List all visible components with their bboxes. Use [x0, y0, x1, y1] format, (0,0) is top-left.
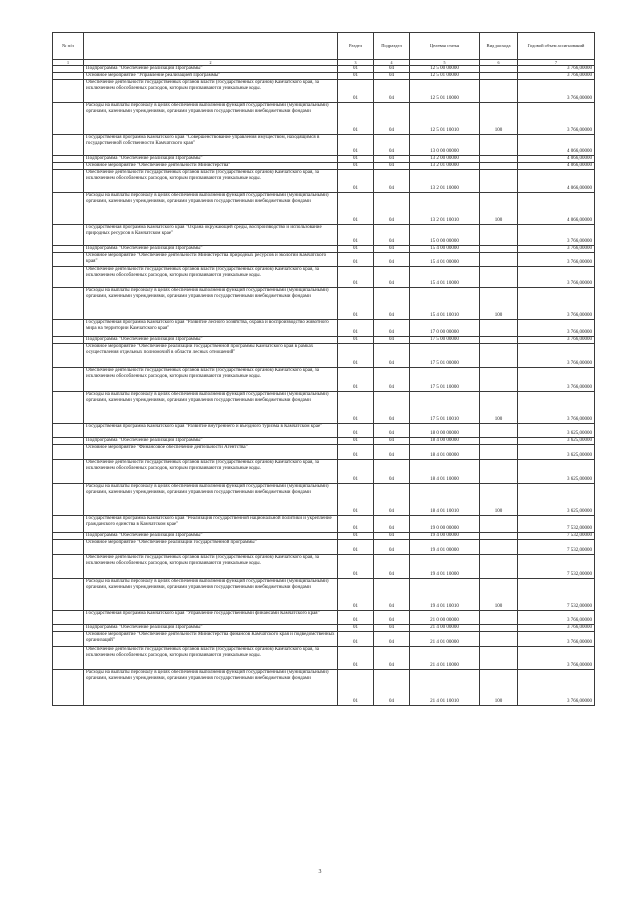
row-subsection: 04 [374, 579, 410, 611]
row-target-article: 19 4 00 00000 [410, 533, 480, 540]
row-amount: 3 766,00000 [518, 344, 595, 368]
row-target-article: 12 5 01 10000 [410, 80, 480, 103]
row-amount: 3 766,00000 [518, 392, 595, 424]
row-number [53, 611, 84, 625]
table-row [53, 460, 595, 484]
row-name: Основное мероприятие "Управление реализацией Программы" [84, 73, 338, 80]
row-subsection: 04 [374, 368, 410, 392]
row-expense-type [480, 445, 518, 460]
row-name: Государственная программа Камчатского края "Совершенствование управления имуществом, находящимся в государственной собственности Камчатского края" [84, 135, 338, 156]
row-amount: 3 766,00000 [518, 368, 595, 392]
header-section: Раздел [338, 33, 374, 60]
row-name: Основное мероприятие "Финансовое обеспечение деятельности Агентства" [84, 445, 338, 460]
row-name: Расходы на выплаты персоналу в целях обеспечения выполнения функций государственными (муниципальными) органами, казенными учреждениями, органами управления государственными внебюджетными фондами [84, 392, 338, 424]
table-row [53, 632, 595, 647]
table-header-row [53, 33, 595, 60]
row-section: 01 [338, 253, 374, 267]
row-target-article: 12 5 01 00000 [410, 73, 480, 80]
budget-allocation-table [52, 32, 595, 706]
row-number [53, 288, 84, 320]
row-number [53, 337, 84, 344]
row-name: Государственная программа Камчатского края "Управление государственными финансами Камчатского края" [84, 611, 338, 625]
row-expense-type: 100 [480, 670, 518, 706]
table-row [53, 533, 595, 540]
table-row [53, 156, 595, 163]
column-number: 5 [410, 60, 480, 66]
column-number: 1 [53, 60, 84, 66]
table-row [53, 611, 595, 625]
row-section: 01 [338, 647, 374, 670]
table-row [53, 392, 595, 424]
row-section: 01 [338, 156, 374, 163]
row-number [53, 625, 84, 632]
row-expense-type [480, 73, 518, 80]
row-subsection: 04 [374, 611, 410, 625]
row-target-article: 21 4 01 10000 [410, 647, 480, 670]
row-subsection: 04 [374, 424, 410, 438]
row-subsection: 04 [374, 156, 410, 163]
row-amount: 3 766,00000 [518, 625, 595, 632]
row-name: Государственная программа Камчатского края "Охрана окружающей среды, воспроизводство и использование природных ресурсов в Камчатском крае" [84, 225, 338, 246]
row-target-article: 13 0 00 00000 [410, 135, 480, 156]
row-expense-type [480, 533, 518, 540]
row-subsection: 04 [374, 288, 410, 320]
row-name: Подпрограмма "Обеспечение реализации Программы" [84, 438, 338, 445]
row-number [53, 80, 84, 103]
column-number: 6 [480, 60, 518, 66]
row-section: 01 [338, 392, 374, 424]
row-subsection: 04 [374, 555, 410, 579]
row-target-article: 21 4 01 00000 [410, 632, 480, 647]
row-amount: 3 625,00000 [518, 438, 595, 445]
row-amount: 3 625,00000 [518, 424, 595, 438]
row-target-article: 17 5 01 10000 [410, 368, 480, 392]
table-row [53, 246, 595, 253]
row-number [53, 540, 84, 555]
row-target-article: 15 4 01 10010 [410, 288, 480, 320]
row-expense-type [480, 516, 518, 533]
row-section: 01 [338, 484, 374, 516]
row-expense-type: 100 [480, 484, 518, 516]
row-section: 01 [338, 555, 374, 579]
row-expense-type [480, 170, 518, 193]
table-row [53, 438, 595, 445]
row-number [53, 246, 84, 253]
row-name: Обеспечение деятельности государственных органов власти (государственных органов) Камчатского края, за исключением обособленных расходов, которым присваиваются уникальные коды. [84, 368, 338, 392]
row-subsection: 04 [374, 445, 410, 460]
row-amount: 7 532,00000 [518, 516, 595, 533]
row-expense-type [480, 163, 518, 170]
row-subsection: 04 [374, 253, 410, 267]
table-row [53, 555, 595, 579]
row-number [53, 632, 84, 647]
row-number [53, 170, 84, 193]
row-amount: 4 066,00000 [518, 156, 595, 163]
table-row [53, 253, 595, 267]
row-section: 01 [338, 344, 374, 368]
row-section: 01 [338, 246, 374, 253]
row-amount: 3 766,00000 [518, 337, 595, 344]
table-row [53, 320, 595, 337]
row-expense-type [480, 647, 518, 670]
row-subsection: 04 [374, 337, 410, 344]
row-expense-type: 100 [480, 288, 518, 320]
row-number [53, 267, 84, 288]
row-subsection: 04 [374, 460, 410, 484]
row-number [53, 253, 84, 267]
row-section: 01 [338, 337, 374, 344]
row-expense-type [480, 344, 518, 368]
row-name: Обеспечение деятельности государственных органов власти (государственных органов) Камчатского края, за исключением обособленных расходов, которым присваиваются уникальные коды. [84, 170, 338, 193]
row-expense-type [480, 540, 518, 555]
row-amount: 3 766,00000 [518, 320, 595, 337]
row-name: Основное мероприятие "Обеспечение реализации государственной программы" [84, 540, 338, 555]
row-target-article: 19 4 01 10010 [410, 579, 480, 611]
row-section: 01 [338, 73, 374, 80]
row-name: Подпрограмма "Обеспечение реализации Программы" [84, 337, 338, 344]
row-target-article: 21 0 00 00000 [410, 611, 480, 625]
row-name: Основное мероприятие "Обеспечение деятельности Министерства" [84, 163, 338, 170]
row-number [53, 438, 84, 445]
row-number [53, 670, 84, 706]
row-expense-type [480, 80, 518, 103]
row-subsection: 04 [374, 344, 410, 368]
row-number [53, 579, 84, 611]
table-row [53, 103, 595, 135]
row-amount: 3 766,00000 [518, 611, 595, 625]
row-subsection: 04 [374, 246, 410, 253]
row-section: 01 [338, 170, 374, 193]
table-body [53, 66, 595, 706]
row-target-article: 15 0 00 00000 [410, 225, 480, 246]
header-number: № п/п [53, 33, 84, 60]
row-section: 01 [338, 516, 374, 533]
row-target-article: 15 4 01 10000 [410, 267, 480, 288]
row-expense-type [480, 267, 518, 288]
table-row [53, 193, 595, 225]
row-subsection: 04 [374, 320, 410, 337]
table-row [53, 135, 595, 156]
row-section: 01 [338, 225, 374, 246]
row-expense-type [480, 246, 518, 253]
row-section: 01 [338, 267, 374, 288]
row-expense-type [480, 424, 518, 438]
row-number [53, 516, 84, 533]
row-name: Обеспечение деятельности государственных органов власти (государственных органов) Камчатского края, за исключением обособленных расходов, которым присваиваются уникальные коды. [84, 647, 338, 670]
row-section: 01 [338, 445, 374, 460]
row-subsection: 04 [374, 540, 410, 555]
row-subsection: 04 [374, 438, 410, 445]
row-amount: 3 766,00000 [518, 103, 595, 135]
row-target-article: 17 0 00 00000 [410, 320, 480, 337]
table-row [53, 516, 595, 533]
row-number [53, 225, 84, 246]
table-row [53, 670, 595, 706]
row-target-article: 13 2 01 00000 [410, 163, 480, 170]
table-row [53, 344, 595, 368]
row-number [53, 392, 84, 424]
table-row [53, 625, 595, 632]
row-section: 01 [338, 533, 374, 540]
header-subsection: Подраздел [374, 33, 410, 60]
row-number [53, 320, 84, 337]
row-amount: 3 625,00000 [518, 445, 595, 460]
row-name: Государственная программа Камчатского края "Реализация государственной национальной политики и укрепление гражданского единства в Камчатском крае" [84, 516, 338, 533]
row-number [53, 368, 84, 392]
table-row [53, 337, 595, 344]
row-name: Подпрограмма "Обеспечение реализации Программы" [84, 66, 338, 73]
row-name: Расходы на выплаты персоналу в целях обеспечения выполнения функций государственными (муниципальными) органами, казенными учреждениями, органами управления государственными внебюджетными фондами [84, 288, 338, 320]
row-target-article: 17 5 01 10010 [410, 392, 480, 424]
row-subsection: 04 [374, 225, 410, 246]
row-target-article: 12 5 00 00000 [410, 66, 480, 73]
row-number [53, 163, 84, 170]
table-row [53, 66, 595, 73]
row-subsection: 04 [374, 80, 410, 103]
table-row [53, 80, 595, 103]
row-number [53, 344, 84, 368]
row-section: 01 [338, 540, 374, 555]
row-number [53, 156, 84, 163]
table-row [53, 579, 595, 611]
row-expense-type [480, 337, 518, 344]
row-name: Расходы на выплаты персоналу в целях обеспечения выполнения функций государственными (муниципальными) органами, казенными учреждениями, органами управления государственными внебюджетными фондами [84, 103, 338, 135]
table-row [53, 73, 595, 80]
row-amount: 3 766,00000 [518, 246, 595, 253]
table-row [53, 445, 595, 460]
row-target-article: 19 4 01 10000 [410, 555, 480, 579]
header-annual-amount: Годовой объем ассигнований [518, 33, 595, 60]
table-row [53, 424, 595, 438]
row-amount: 4 066,00000 [518, 170, 595, 193]
row-subsection: 04 [374, 73, 410, 80]
row-amount: 3 766,00000 [518, 632, 595, 647]
row-amount: 3 625,00000 [518, 484, 595, 516]
row-number [53, 135, 84, 156]
row-target-article: 18 0 00 00000 [410, 424, 480, 438]
table-row [53, 267, 595, 288]
row-target-article: 18 4 01 00000 [410, 445, 480, 460]
row-section: 01 [338, 288, 374, 320]
row-target-article: 13 2 01 10000 [410, 170, 480, 193]
row-name: Расходы на выплаты персоналу в целях обеспечения выполнения функций государственными (муниципальными) органами, казенными учреждениями, органами управления государственными внебюджетными фондами [84, 193, 338, 225]
row-expense-type [480, 438, 518, 445]
row-name: Основное мероприятие "Обеспечение реализации государственной программы Камчатского края в рамках осуществления отдельных полномочий в области лесных отношений" [84, 344, 338, 368]
row-name: Основное мероприятие "Обеспечение деятельности Министерства финансов Камчатского края и подведомственных организаций" [84, 632, 338, 647]
row-name: Расходы на выплаты персоналу в целях обеспечения выполнения функций государственными (муниципальными) органами, казенными учреждениями, органами управления государственными внебюджетными фондами [84, 670, 338, 706]
row-subsection: 04 [374, 392, 410, 424]
row-number [53, 555, 84, 579]
row-name: Государственная программа Камчатского края "Развитие внутреннего и въездного туризма в Камчатском крае" [84, 424, 338, 438]
row-section: 01 [338, 625, 374, 632]
row-section: 01 [338, 632, 374, 647]
row-expense-type [480, 66, 518, 73]
row-section: 01 [338, 460, 374, 484]
row-subsection: 04 [374, 66, 410, 73]
header-target-article: Целевая статья [410, 33, 480, 60]
table-row [53, 288, 595, 320]
row-expense-type [480, 555, 518, 579]
row-expense-type [480, 253, 518, 267]
row-amount: 4 066,00000 [518, 135, 595, 156]
row-section: 01 [338, 163, 374, 170]
row-subsection: 04 [374, 516, 410, 533]
row-expense-type: 100 [480, 579, 518, 611]
row-section: 01 [338, 103, 374, 135]
row-amount: 3 766,00000 [518, 66, 595, 73]
row-expense-type [480, 225, 518, 246]
row-section: 01 [338, 611, 374, 625]
table-row [53, 484, 595, 516]
row-target-article: 17 5 01 00000 [410, 344, 480, 368]
table-row [53, 170, 595, 193]
row-amount: 7 532,00000 [518, 555, 595, 579]
row-name: Обеспечение деятельности государственных органов власти (государственных органов) Камчатского края, за исключением обособленных расходов, которым присваиваются уникальные коды. [84, 267, 338, 288]
row-expense-type: 100 [480, 392, 518, 424]
row-expense-type [480, 320, 518, 337]
row-target-article: 12 5 01 10010 [410, 103, 480, 135]
row-section: 01 [338, 579, 374, 611]
table-row [53, 647, 595, 670]
row-subsection: 04 [374, 484, 410, 516]
row-name: Обеспечение деятельности государственных органов власти (государственных органов) Камчатского края, за исключением обособленных расходов, которым присваиваются уникальные коды. [84, 80, 338, 103]
table-row [53, 163, 595, 170]
row-number [53, 73, 84, 80]
row-name: Расходы на выплаты персоналу в целях обеспечения выполнения функций государственными (муниципальными) органами, казенными учреждениями, органами управления государственными внебюджетными фондами [84, 484, 338, 516]
row-name: Подпрограмма "Обеспечение реализации Программы" [84, 625, 338, 632]
row-target-article: 18 4 01 10010 [410, 484, 480, 516]
row-subsection: 04 [374, 135, 410, 156]
row-target-article: 19 4 01 00000 [410, 540, 480, 555]
row-amount: 3 625,00000 [518, 460, 595, 484]
row-subsection: 04 [374, 625, 410, 632]
header-name [84, 33, 338, 60]
row-amount: 3 766,00000 [518, 647, 595, 670]
row-number [53, 103, 84, 135]
row-amount: 3 766,00000 [518, 80, 595, 103]
row-section: 01 [338, 135, 374, 156]
row-subsection: 04 [374, 670, 410, 706]
row-section: 01 [338, 424, 374, 438]
row-amount: 7 532,00000 [518, 579, 595, 611]
row-target-article: 13 2 01 10010 [410, 193, 480, 225]
row-section: 01 [338, 438, 374, 445]
header-expense-type: Вид расхода [480, 33, 518, 60]
row-subsection: 04 [374, 533, 410, 540]
row-number [53, 533, 84, 540]
row-name: Расходы на выплаты персоналу в целях обеспечения выполнения функций государственными (муниципальными) органами, казенными учреждениями, органами управления государственными внебюджетными фондами [84, 579, 338, 611]
row-number [53, 484, 84, 516]
row-expense-type: 100 [480, 103, 518, 135]
row-target-article: 21 4 01 10010 [410, 670, 480, 706]
row-subsection: 04 [374, 193, 410, 225]
row-subsection: 04 [374, 267, 410, 288]
row-expense-type [480, 460, 518, 484]
row-name: Основное мероприятие "Обеспечение деятельности Министерства природных ресурсов и экологии Камчатского края" [84, 253, 338, 267]
row-name: Подпрограмма "Обеспечение реализации Программы" [84, 156, 338, 163]
row-name: Обеспечение деятельности государственных органов власти (государственных органов) Камчатского края, за исключением обособленных расходов, которым присваиваются уникальные коды. [84, 460, 338, 484]
page-number: 3 [318, 869, 322, 875]
row-number [53, 193, 84, 225]
row-target-article: 13 2 00 00000 [410, 156, 480, 163]
row-amount: 3 766,00000 [518, 670, 595, 706]
row-amount: 3 766,00000 [518, 73, 595, 80]
row-name: Подпрограмма "Обеспечение реализации Программы" [84, 533, 338, 540]
table-row [53, 368, 595, 392]
row-expense-type: 100 [480, 193, 518, 225]
row-section: 01 [338, 670, 374, 706]
row-target-article: 18 4 01 10000 [410, 460, 480, 484]
row-amount: 3 766,00000 [518, 288, 595, 320]
row-subsection: 04 [374, 632, 410, 647]
row-amount: 7 532,00000 [518, 540, 595, 555]
row-target-article: 17 5 00 00000 [410, 337, 480, 344]
row-subsection: 04 [374, 163, 410, 170]
row-name: Обеспечение деятельности государственных органов власти (государственных органов) Камчатского края, за исключением обособленных расходов, которым присваиваются уникальные коды. [84, 555, 338, 579]
row-section: 01 [338, 66, 374, 73]
row-name: Подпрограмма "Обеспечение реализации Программы" [84, 246, 338, 253]
row-section: 01 [338, 193, 374, 225]
row-amount: 3 766,00000 [518, 267, 595, 288]
row-subsection: 04 [374, 103, 410, 135]
column-number: 3 [338, 60, 374, 66]
row-number [53, 424, 84, 438]
row-expense-type [480, 611, 518, 625]
row-section: 01 [338, 320, 374, 337]
row-amount: 3 766,00000 [518, 225, 595, 246]
row-number [53, 647, 84, 670]
row-expense-type [480, 368, 518, 392]
row-amount: 4 066,00000 [518, 193, 595, 225]
row-expense-type [480, 156, 518, 163]
column-number: 2 [84, 60, 338, 66]
row-target-article: 18 4 00 00000 [410, 438, 480, 445]
row-target-article: 15 4 01 00000 [410, 253, 480, 267]
row-section: 01 [338, 368, 374, 392]
row-target-article: 19 0 00 00000 [410, 516, 480, 533]
row-target-article: 15 4 00 00000 [410, 246, 480, 253]
row-subsection: 04 [374, 170, 410, 193]
row-expense-type [480, 632, 518, 647]
row-amount: 3 766,00000 [518, 253, 595, 267]
row-amount: 4 066,00000 [518, 163, 595, 170]
row-subsection: 04 [374, 647, 410, 670]
column-number: 7 [518, 60, 595, 66]
row-amount: 7 532,00000 [518, 533, 595, 540]
row-number [53, 445, 84, 460]
row-target-article: 21 4 00 00000 [410, 625, 480, 632]
row-name: Государственная программа Камчатского края "Развитие лесного хозяйства, охрана и воспроизводство животного мира на территории Камчатского края" [84, 320, 338, 337]
table-row [53, 225, 595, 246]
table-row [53, 540, 595, 555]
row-expense-type [480, 625, 518, 632]
row-number [53, 66, 84, 73]
column-number: 4 [374, 60, 410, 66]
row-expense-type [480, 135, 518, 156]
row-section: 01 [338, 80, 374, 103]
row-number [53, 460, 84, 484]
